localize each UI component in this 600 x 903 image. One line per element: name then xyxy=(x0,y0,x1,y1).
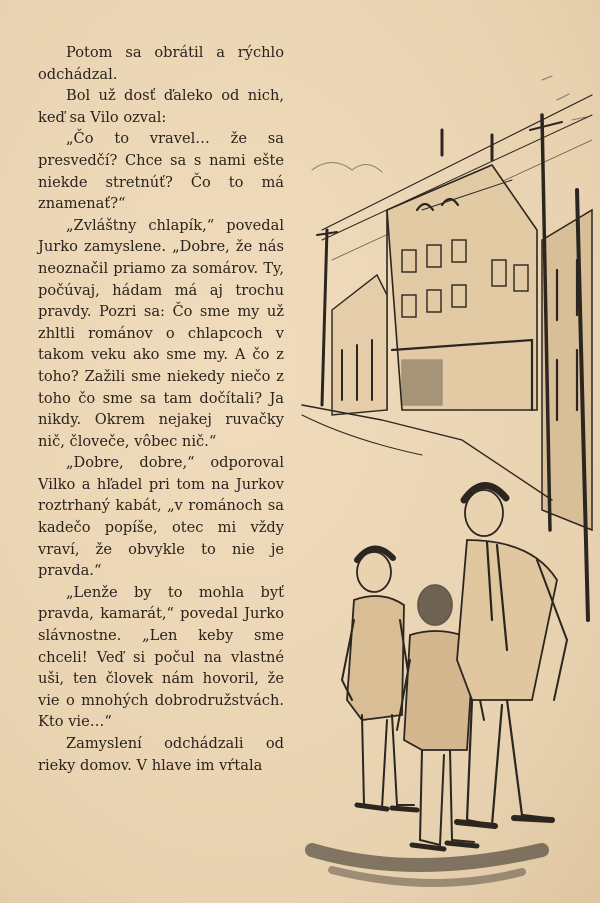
paragraph: „Lenže by to mohla byť pravda, kamarát,“ povedal Jurko slávnostne. „Len keby sme chceli! Veď si počul na vlastné uši, ten človek nám hovoril, že vie o mnohých dobrodružstvách. Kto vie…“ xyxy=(38,583,284,731)
paragraph: „Dobre, dobre,“ odporoval Vilko a hľadel pri tom na Jurkov roztrhaný kabát, „v románoch sa kadečo popíše, otec mi vždy vraví, že obvykle to nie je pravda.“ xyxy=(38,454,284,580)
text-column xyxy=(38,42,284,776)
paragraph: „Čo to vravel… že sa presvedčí? Chce sa s nami ešte niekde stretnúť? Čo to má znamenať?“ xyxy=(38,130,284,213)
paragraph: Bol už dosť ďaleko od nich, keď sa Vilo ozval: xyxy=(38,87,284,126)
street-scene-illustration xyxy=(292,60,600,895)
paragraph: „Zvláštny chlapík,“ povedal Jurko zamyslene. „Dobre, že nás neoznačil priamo za somárov. Ty, počúvaj, hádam má aj trochu pravdy. Pozri sa: Čo sme my už zhltli románov o chlapcoch v takom veku ako sme my. A čo z toho? Zažili sme niekedy niečo z toho čo sme sa tam dočítali? Ja nikdy. Okrem nejakej ruvačky nič, človeče, vôbec nič.“ xyxy=(38,216,284,450)
paragraph: Potom sa obrátil a rýchlo odchádzal. xyxy=(38,44,284,83)
paragraph: Zamyslení odchádzali od rieky domov. V hlave im vŕtala xyxy=(38,735,284,774)
